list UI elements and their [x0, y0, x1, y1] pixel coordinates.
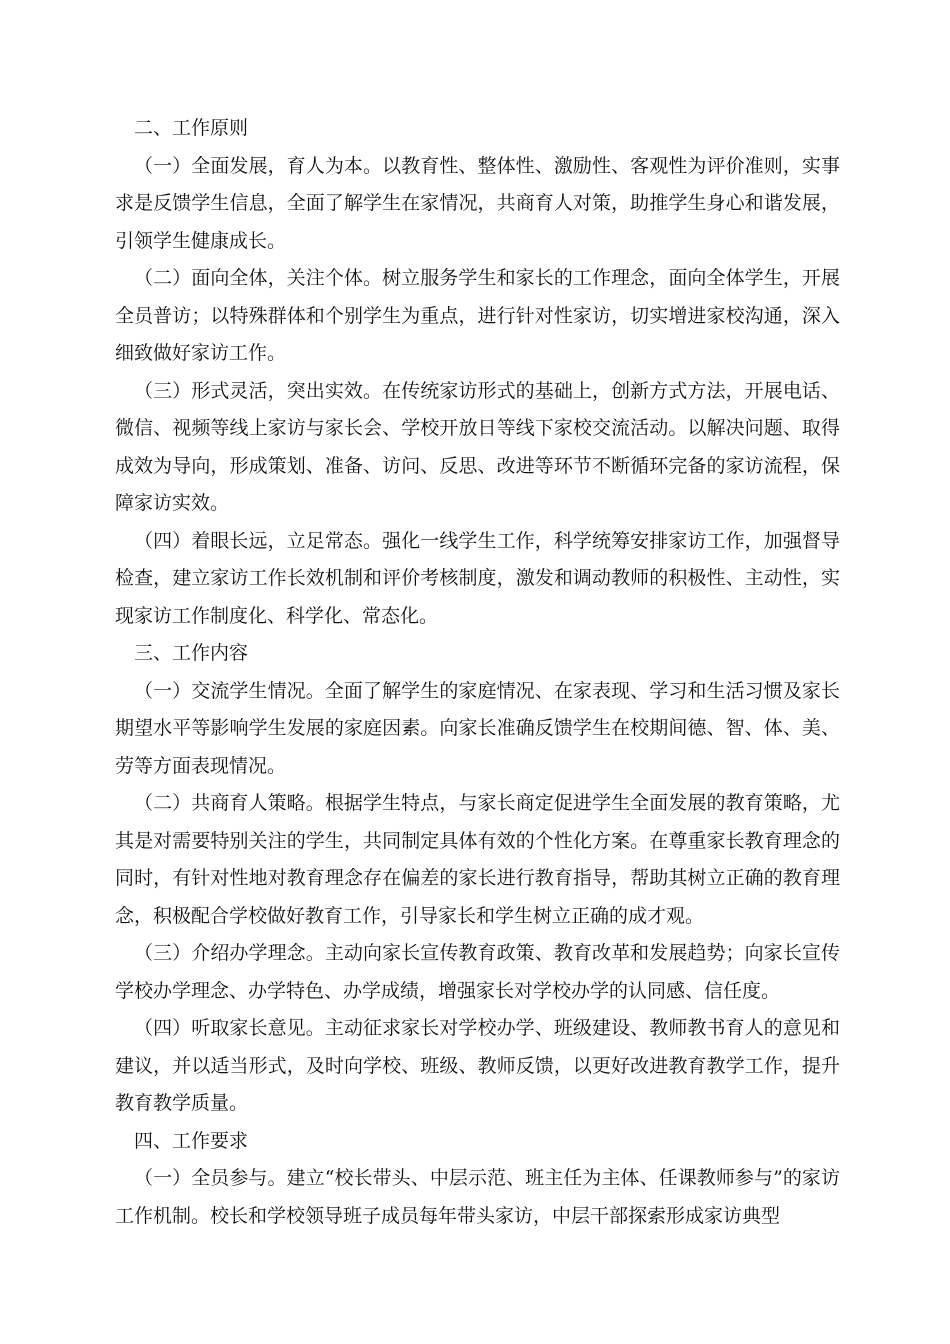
paragraph-content-2: （二）共商育人策略。根据学生特点，与家长商定促进学生全面发展的教育策略，尤其是对需要特别关注的学生，共同制定具体有效的个性化方案。在尊重家长教育理念的同时，有针对性地对教育理念存在偏差的家长进行教育指导，帮助其树立正确的教育理念，积极配合学校做好教育工作，引导家长和学生树立正确的成才观。 — [115, 792, 840, 927]
paragraph-requirement-1: （一）全员参与。建立“校长带头、中层示范、班主任为主体、任课教师参与”的家访工作机制。校长和学校领导班子成员每年带头家访，中层干部探索形成家访典型 — [115, 1167, 840, 1227]
paragraph-content-1: （一）交流学生情况。全面了解学生的家庭情况、在家表现、学习和生活习惯及家长期望水平等影响学生发展的家庭因素。向家长准确反馈学生在校期间德、智、体、美、劳等方面表现情况。 — [115, 679, 840, 777]
section-heading-principles: 二、工作原则 — [134, 117, 249, 139]
paragraph-principle-1: （一）全面发展，育人为本。以教育性、整体性、激励性、客观性为评价准则，实事求是反馈学生信息，全面了解学生在家情况，共商育人对策，助推学生身心和谐发展，引领学生健康成长。 — [115, 154, 840, 252]
paragraph-content-3: （三）介绍办学理念。主动向家长宣传教育政策、教育改革和发展趋势；向家长宣传学校办学理念、办学特色、办学成绩，增强家长对学校办学的认同感、信任度。 — [115, 942, 840, 1002]
paragraph-content-4: （四）听取家长意见。主动征求家长对学校办学、班级建设、教师教书育人的意见和建议，并以适当形式，及时向学校、班级、教师反馈，以更好改进教育教学工作，提升教育教学质量。 — [115, 1017, 840, 1114]
section-heading-requirements: 四、工作要求 — [134, 1129, 249, 1152]
section-heading-content: 三、工作内容 — [134, 642, 249, 664]
paragraph-principle-2: （二）面向全体，关注个体。树立服务学生和家长的工作理念，面向全体学生，开展全员普访；以特殊群体和个别学生为重点，进行针对性家访，切实增进家校沟通，深入细致做好家访工作。 — [115, 267, 840, 364]
paragraph-principle-4: （四）着眼长远，立足常态。强化一线学生工作，科学统筹安排家访工作，加强督导检查，建立家访工作长效机制和评价考核制度，激发和调动教师的积极性、主动性，实现家访工作制度化、科学化、常态化。 — [115, 529, 840, 627]
document-body — [115, 110, 840, 1235]
paragraph-principle-3: （三）形式灵活，突出实效。在传统家访形式的基础上，创新方式方法，开展电话、微信、视频等线上家访与家长会、学校开放日等线下家校交流活动。以解决问题、取得成效为导向，形成策划、准备、访问、反思、改进等环节不断循环完备的家访流程，保障家访实效。 — [115, 379, 840, 514]
